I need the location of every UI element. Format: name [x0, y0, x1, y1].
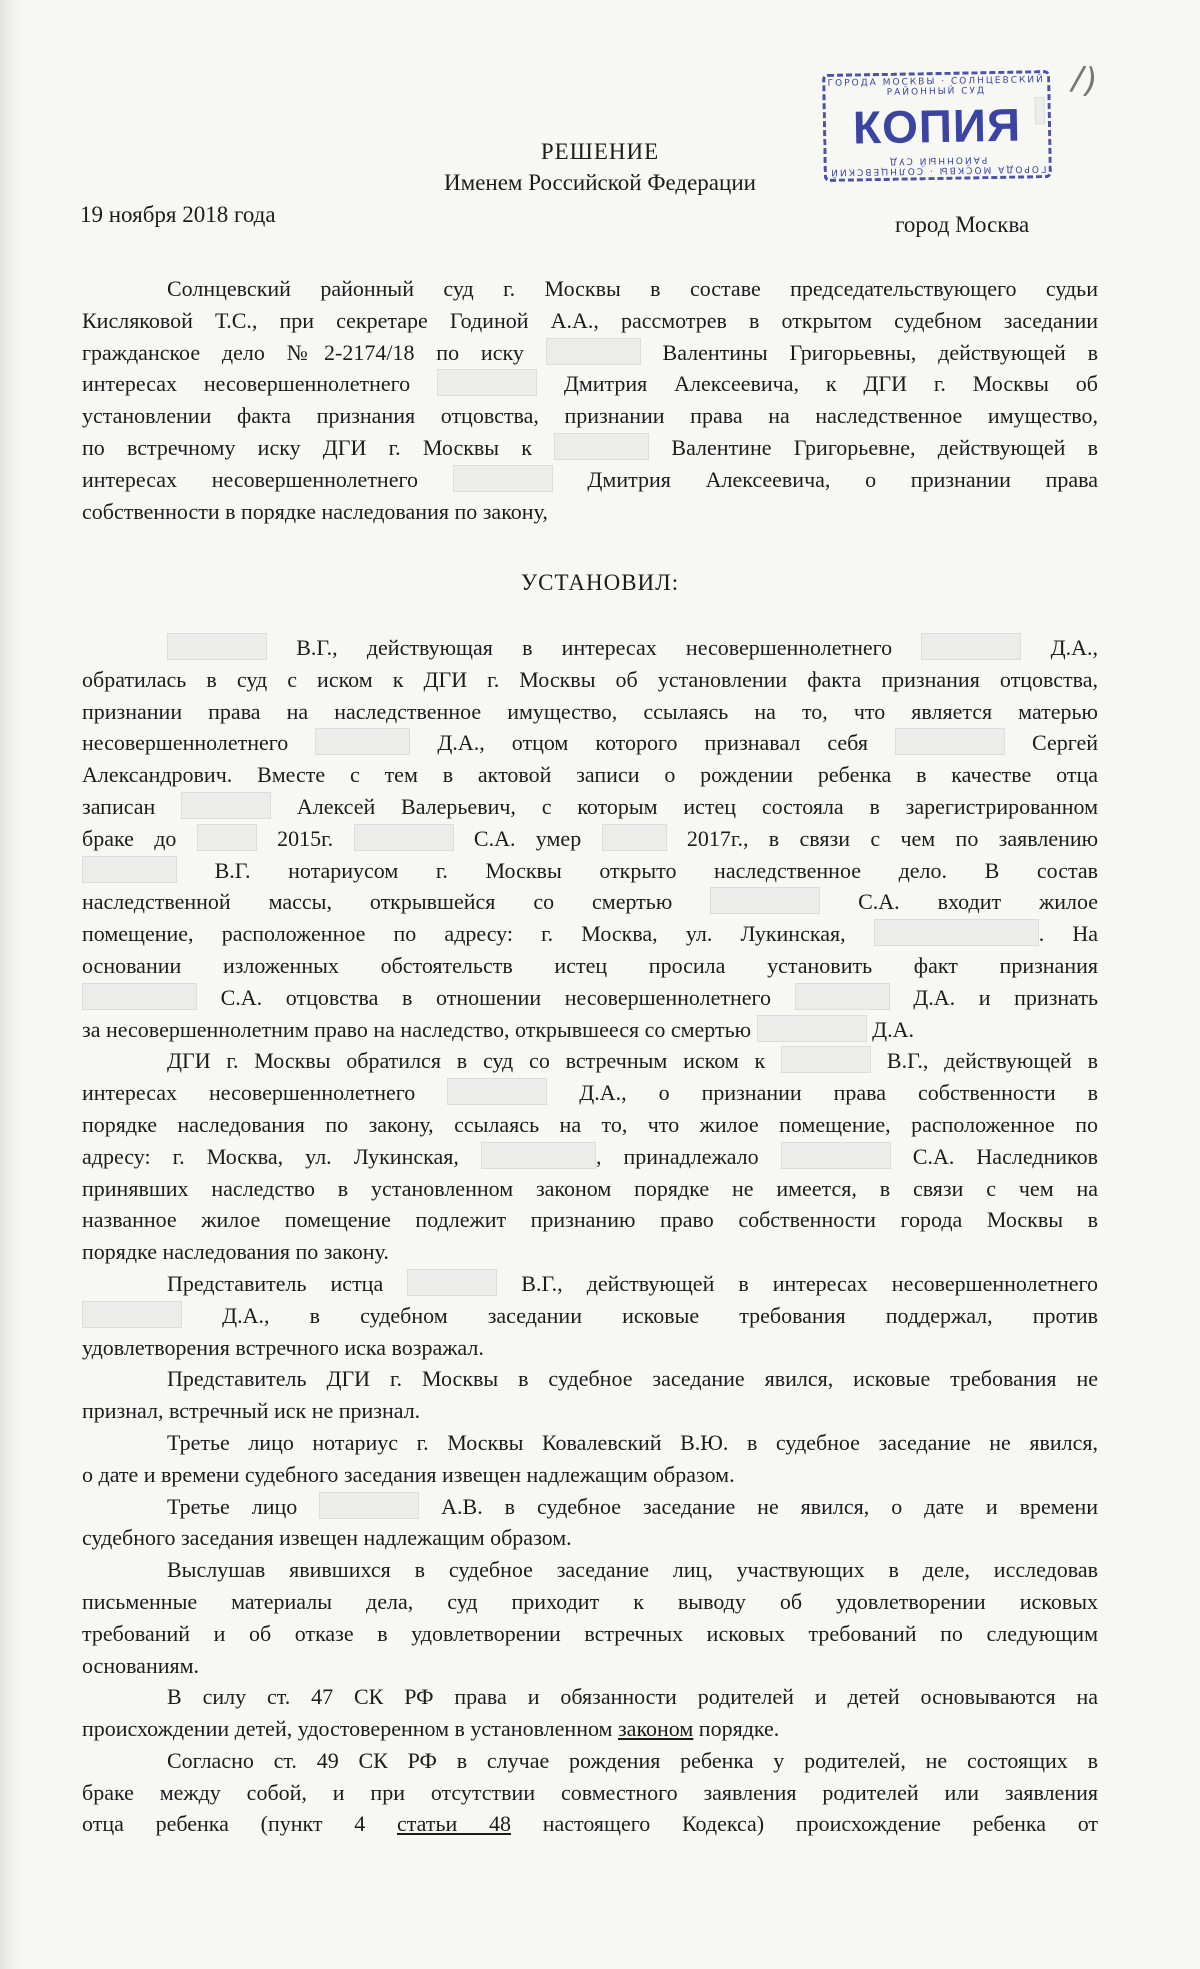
text-line: требований и об отказе в удовлетворении встречных исковых требований по следующим [82, 1620, 1098, 1646]
redacted-name [781, 1046, 871, 1073]
redacted-name [447, 1078, 547, 1105]
redacted-name [354, 824, 454, 851]
text-line: Третье лицо нотариус г. Москвы Ковалевский В.Ю. в судебное заседание не явился, [167, 1429, 1098, 1455]
redacted-address [481, 1142, 596, 1169]
text-line: Согласно ст. 49 СК РФ в случае рождения ребенка у родителей, не состоящих в [167, 1747, 1098, 1773]
text-line: Солнцевский районный суд г. Москвы в составе председательствующего судьи [167, 276, 1098, 301]
section-heading-established: УСТАНОВИЛ: [520, 570, 680, 595]
text-line: интересах несовершеннолетнего Дмитрия Алексеевича, о признании права [82, 466, 1099, 492]
stamp-ring-top: ГОРОДА МОСКВЫ · СОЛНЦЕВСКИЙ РАЙОННЫЙ СУД [827, 75, 1045, 98]
stamp-ring-bottom: ГОРОДА МОСКВЫ · СОЛНЦЕВСКИЙ РАЙОННЫЙ СУД [829, 154, 1047, 177]
text-line: помещение, расположенное по адресу: г. Москва, ул. Лукинская, . На [82, 921, 1099, 947]
text-line: названное жилое помещение подлежит признанию право собственности города Москвы в [82, 1207, 1098, 1233]
text-line: обратилась в суд с иском к ДГИ г. Москвы об установлении факта признания отцовства, [82, 666, 1098, 692]
redacted-date [602, 824, 667, 851]
redacted-name [781, 1142, 891, 1169]
redacted-name [437, 369, 537, 396]
redacted-date [197, 824, 257, 851]
redacted-name [921, 633, 1021, 660]
document-date: 19 ноября 2018 года [80, 202, 276, 227]
text-line: признании права на наследственное имущество, ссылаясь на то, что является матерью [82, 698, 1098, 724]
redacted-name [167, 633, 267, 660]
text-line: Представитель ДГИ г. Москвы в судебное заседание явился, исковые требования не [167, 1366, 1098, 1392]
redacted-name [319, 1492, 419, 1519]
text-line: отца ребенка (пункт 4 статьи 48 настоящего Кодекса) происхождение ребенка от [82, 1811, 1099, 1837]
scan-edge-shadow [0, 0, 22, 1969]
text-line: происхождении детей, удостоверенном в установленном законом порядке. [82, 1716, 780, 1742]
text-line: за несовершеннолетним право на наследство, открывшееся со смертью Д.А. [82, 1016, 914, 1042]
intro-paragraph [82, 273, 1098, 527]
redacted-name [181, 792, 271, 819]
redacted-name [795, 983, 890, 1010]
redacted-name [315, 728, 410, 755]
text-line: о дате и времени судебного заседания извещен надлежащим образом. [82, 1461, 735, 1487]
redacted-name [82, 983, 197, 1010]
text-line: С.А. отцовства в отношении несовершеннолетнего Д.А. и признать [82, 982, 1098, 1014]
redacted-name [554, 433, 649, 460]
text-line: Кисляковой Т.С., при секретаре Годиной А.А., рассмотрев в открытом судебном заседании [82, 307, 1098, 333]
text-line: Александрович. Вместе с тем в актовой записи о рождении ребенка в качестве отца [82, 762, 1098, 788]
text-line: принявших наследство в установленном законом порядке не имеется, в связи с чем на [82, 1175, 1098, 1201]
text-line: признал, встречный иск не признал. [82, 1398, 421, 1424]
redacted-name [710, 887, 820, 914]
text-line: В.Г., действующая в интересах несовершеннолетнего Д.А., [82, 632, 1098, 664]
text-line: В.Г. нотариусом г. Москвы открыто наследственное дело. В состав [82, 855, 1098, 887]
text-line: Представитель истца В.Г., действующей в интересах несовершеннолетнего [167, 1270, 1099, 1296]
text-line: удовлетворения встречного иска возражал. [82, 1334, 484, 1360]
redacted-name [407, 1269, 497, 1296]
law-link[interactable]: законом [617, 1716, 694, 1742]
redacted-name [546, 338, 641, 365]
text-line: Д.А., в судебном заседании исковые требования поддержал, против [82, 1300, 1098, 1332]
text-line: судебного заседания извещен надлежащим образом. [82, 1525, 572, 1551]
margin-handwritten-mark: /) [1068, 57, 1101, 103]
text-line: несовершеннолетнего Д.А., отцом которого признавал себя Сергей [82, 730, 1099, 756]
text-line: порядке наследования по закону, ссылаясь на то, что жилое помещение, расположенное по [82, 1111, 1098, 1137]
redacted-address [874, 919, 1039, 946]
text-line: наследственной массы, открывшейся со смертью С.А. входит жилое [82, 889, 1098, 915]
redacted-name [757, 1015, 867, 1042]
text-line: собственности в порядке наследования по закону, [82, 498, 548, 524]
text-line: основании изложенных обстоятельств истец просила установить факт признания [82, 952, 1098, 978]
text-line: установлении факта признания отцовства, признании права на наследственное имущество, [82, 403, 1098, 429]
text-line: порядке наследования по закону. [82, 1239, 389, 1265]
redacted-name [895, 728, 1005, 755]
page-subtitle: Именем Российской Федерации [444, 170, 756, 195]
text-line: В силу ст. 47 СК РФ права и обязанности родителей и детей основываются на [167, 1684, 1098, 1710]
page-title: РЕШЕНИЕ [540, 139, 660, 164]
text-line: основаниям. [82, 1652, 200, 1678]
redacted-name [82, 1301, 182, 1328]
body-text [82, 632, 1098, 1840]
text-line: интересах несовершеннолетнего Д.А., о признании права собственности в [82, 1080, 1099, 1106]
text-line: Выслушав явившихся в судебное заседание лиц, участвующих в деле, исследовав [167, 1557, 1098, 1583]
text-line: браке до 2015г. С.А. умер 2017г., в связи с чем по заявлению [82, 825, 1099, 851]
text-line: Третье лицо А.В. в судебное заседание не явился, о дате и времени [167, 1493, 1098, 1519]
text-line: интересах несовершеннолетнего Дмитрия Алексеевича, к ДГИ г. Москвы об [82, 371, 1098, 397]
redacted-name [82, 856, 177, 883]
text-line: браке между собой, и при отсутствии совместного заявления родителей или заявления [82, 1779, 1098, 1805]
article-link[interactable]: статьи 48 [396, 1811, 511, 1837]
text-line: по встречному иску ДГИ г. Москвы к Валентине Григорьевне, действующей в [82, 434, 1098, 460]
text-line: гражданское дело №2-2174/18 по иску Валентины Григорьевны, действующей в [82, 339, 1099, 365]
stamp-word: КОПИЯ [852, 98, 1022, 154]
text-line: адресу: г. Москва, ул. Лукинская, , принадлежало С.А. Наследников [82, 1143, 1098, 1169]
redacted-name [453, 465, 553, 492]
text-line: записан Алексей Валерьевич, с которым истец состояла в зарегистрированном [82, 793, 1099, 819]
document-city: город Москва [895, 212, 1030, 237]
text-line: письменные материалы дела, суд приходит к выводу об удовлетворении исковых [82, 1588, 1098, 1614]
copy-stamp [822, 70, 1052, 182]
text-line: ДГИ г. Москвы обратился в суд со встречным иском к В.Г., действующей в [167, 1048, 1099, 1074]
